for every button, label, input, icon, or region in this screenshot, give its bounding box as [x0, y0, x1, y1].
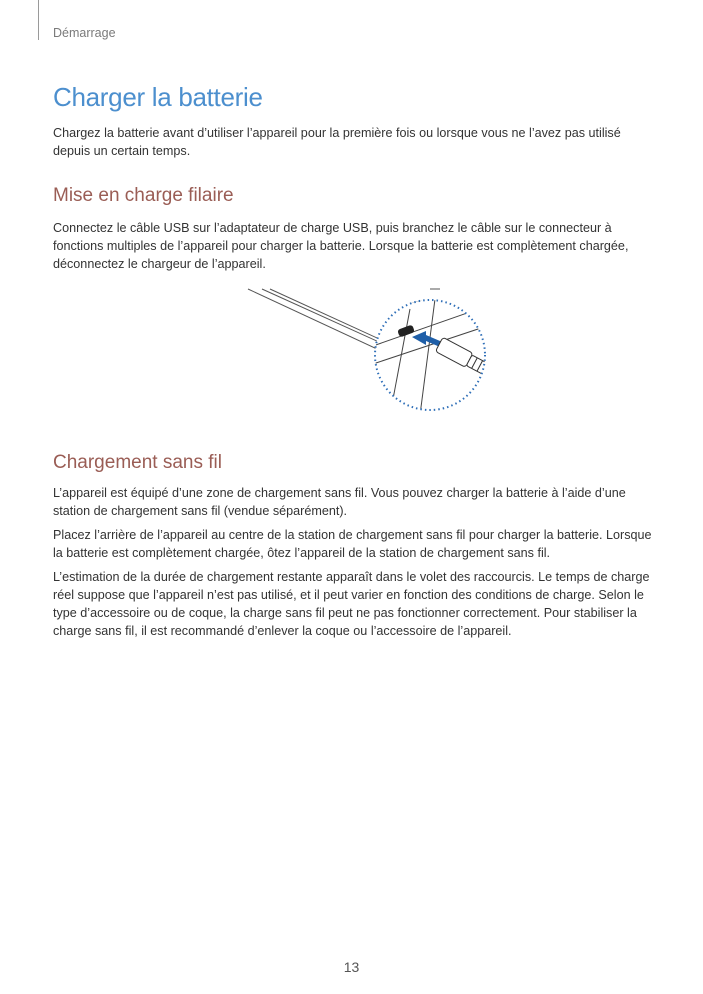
usb-charging-illustration: [240, 285, 500, 415]
section-label: Démarrage: [53, 26, 116, 40]
intro-paragraph: Chargez la batterie avant d’utiliser l’appareil pour la première fois ou lorsque vous ne l’avez pas utilisé depuis un certain temps.: [53, 126, 621, 158]
wireless-paragraph-3: L’estimation de la durée de chargement restante apparaît dans le volet des raccourcis. Le temps de charge réel suppose que l’appareil n’est pas utilisé, et il peut varier en fonction des conditions de charge. Selon le type d’accessoire ou de coque, la charge sans fil peut ne pas fonctionner correctement. Pour stabiliser la charge sans fil, il est recommandé d’enlever la coque ou l’accessoire de l’appareil.: [53, 570, 650, 638]
wireless-paragraph-2: Placez l’arrière de l’appareil au centre de la station de chargement sans fil pour charger la batterie. Lorsque la batterie est complètement chargée, ôtez l’appareil de la station de chargement sans fil.: [53, 528, 652, 560]
wired-heading: Mise en charge filaire: [53, 185, 234, 206]
header-rule: [38, 0, 39, 40]
wired-paragraph: Connectez le câble USB sur l’adaptateur de charge USB, puis branchez le câble sur le connecteur à fonctions multiples de l’appareil pour charger la batterie. Lorsque la batterie est complètement chargée, déconnectez le chargeur de l’appareil.: [53, 221, 629, 271]
wireless-heading: Chargement sans fil: [53, 452, 222, 473]
wireless-paragraph-1: L’appareil est équipé d’une zone de chargement sans fil. Vous pouvez charger la batterie à l’aide d’une station de chargement sans fil (vendue séparément).: [53, 486, 626, 518]
page-number: 13: [343, 959, 360, 975]
page-title: Charger la batterie: [53, 82, 263, 112]
